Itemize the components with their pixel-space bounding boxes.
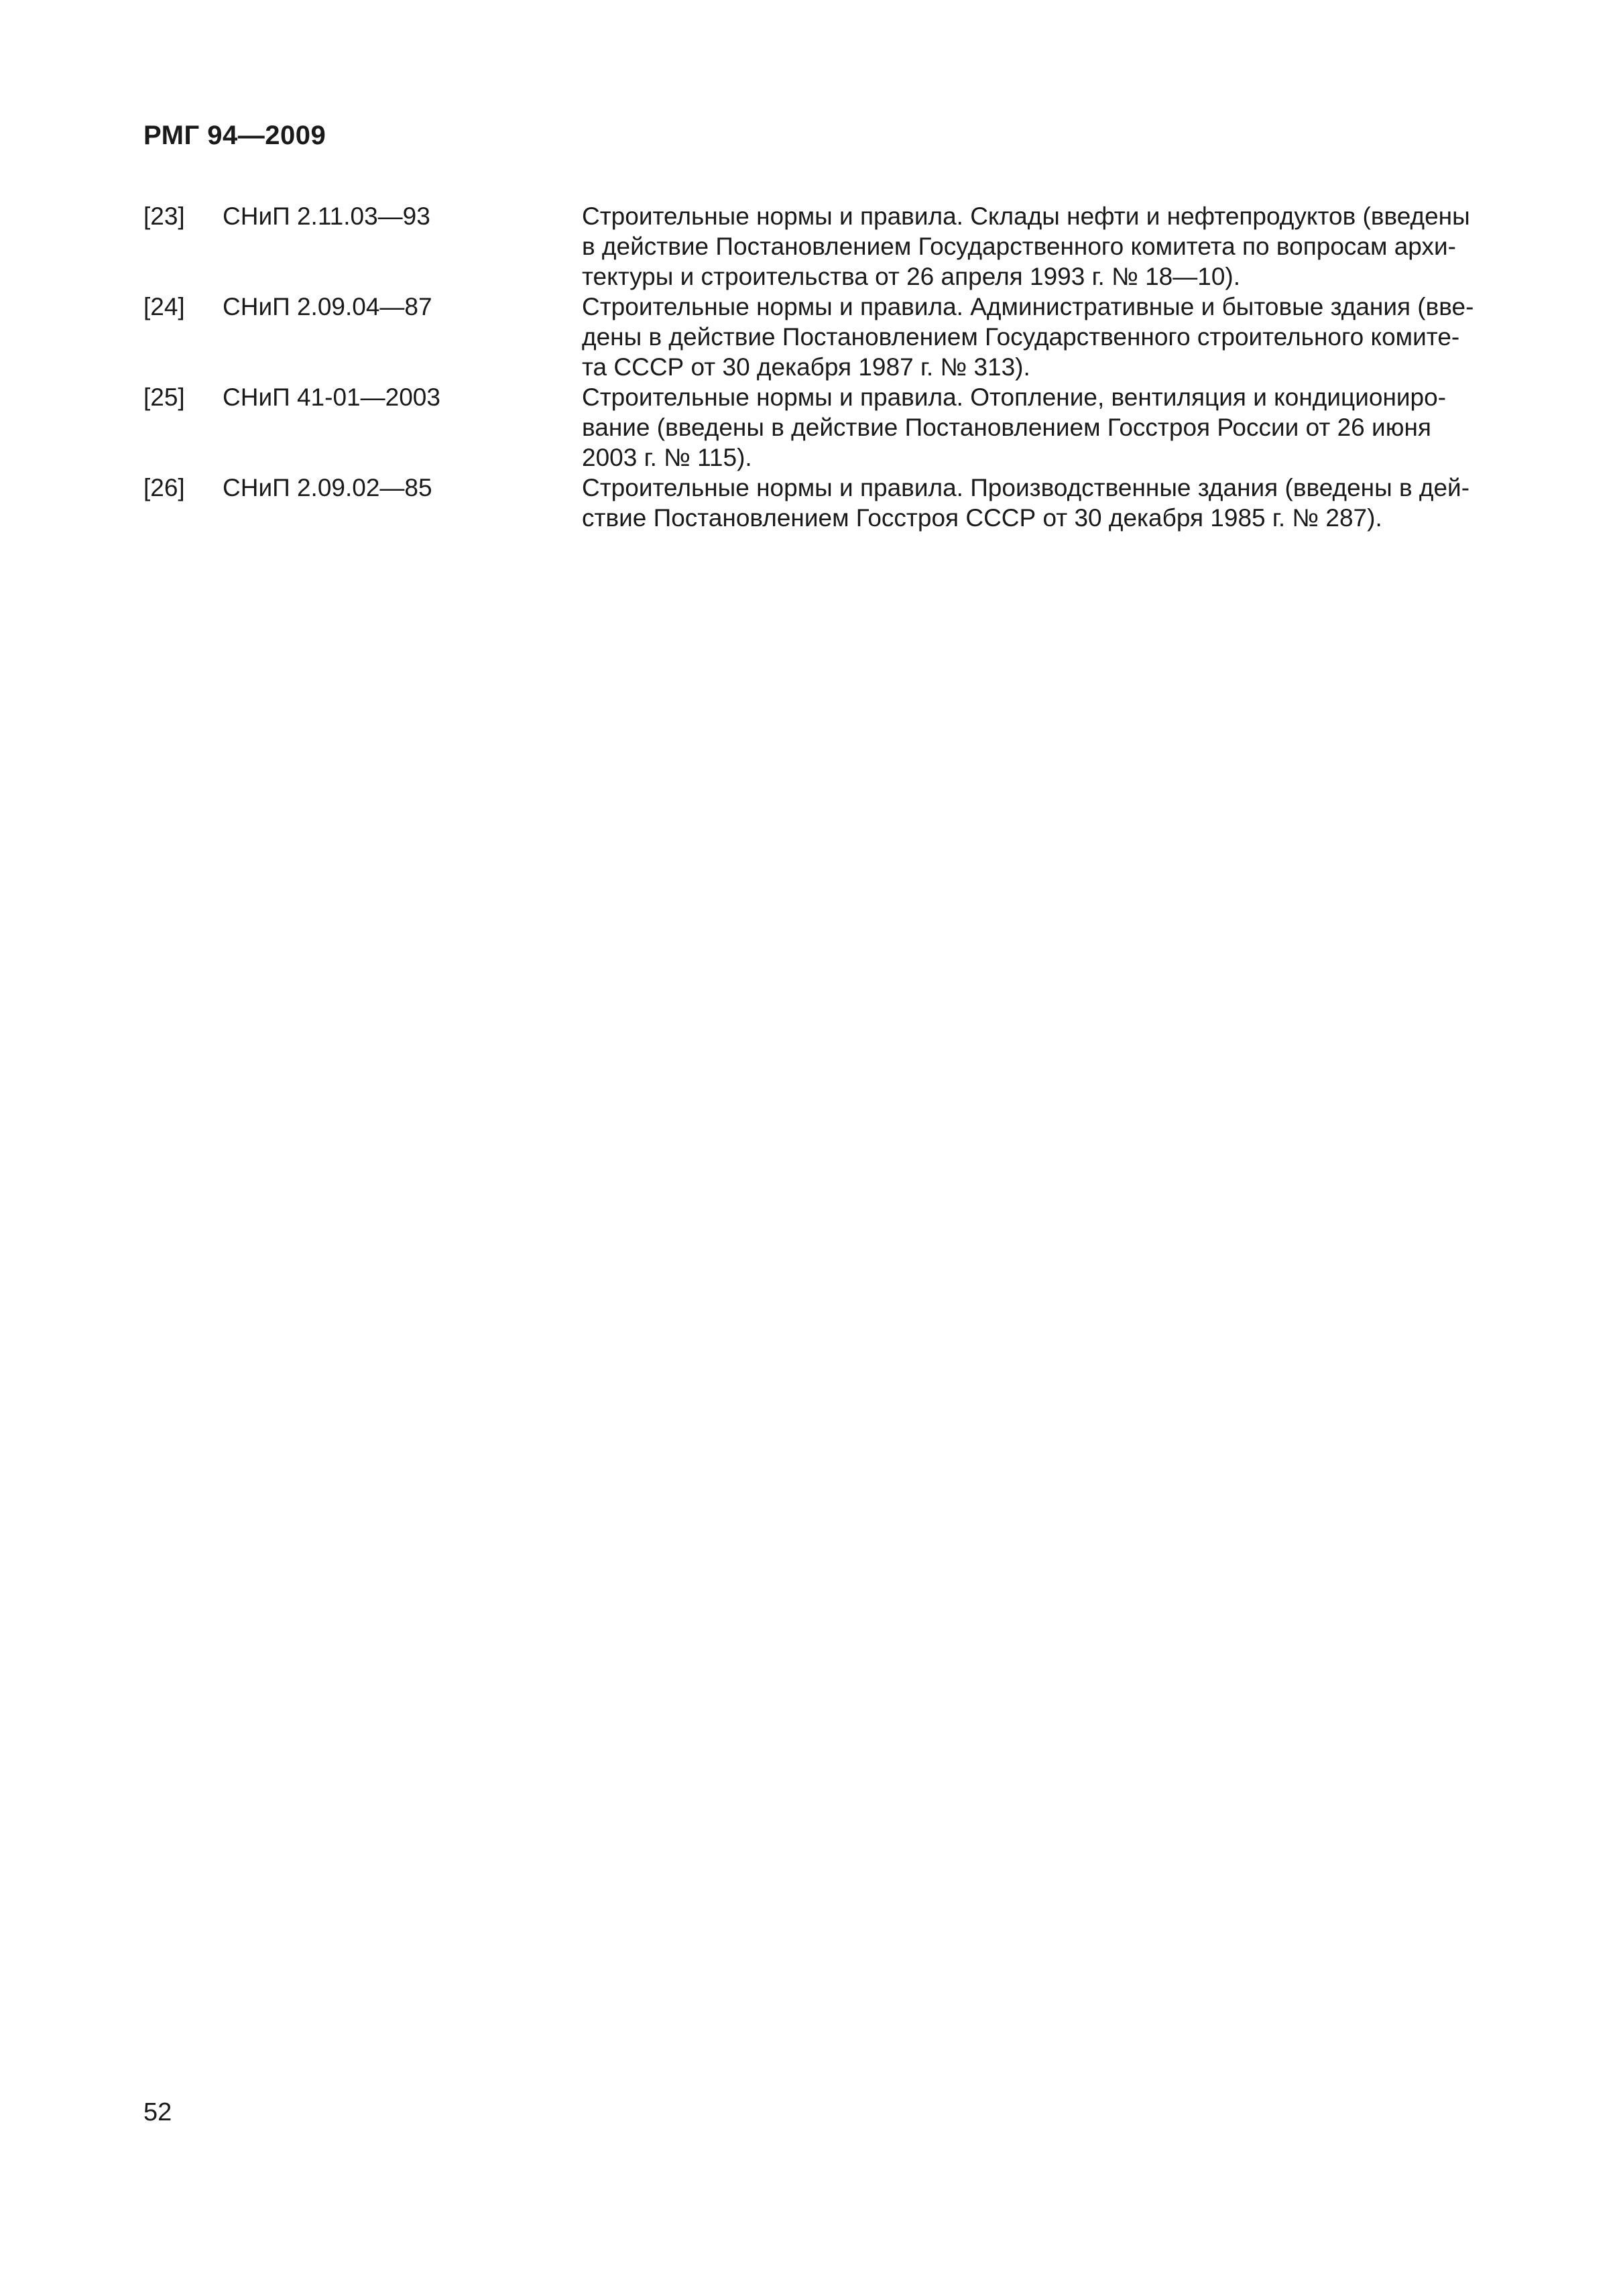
reference-number: [25]: [143, 383, 185, 411]
reference-row: [143, 201, 1498, 292]
reference-line: та СССР от 30 декабря 1987 г. № 313).: [582, 353, 1030, 381]
reference-code: СНиП 41-01—2003: [223, 383, 440, 411]
reference-line: вание (введены в действие Постановлением Госстроя России от 26 июня: [582, 414, 1431, 441]
reference-row: [143, 292, 1498, 382]
reference-description: [582, 473, 1498, 533]
reference-code: СНиП 2.09.04—87: [223, 293, 432, 320]
reference-row: [143, 382, 1498, 473]
reference-number: [26]: [143, 474, 185, 501]
reference-line: в действие Постановлением Государственного комитета по вопросам архи-: [582, 233, 1456, 260]
reference-code: СНиП 2.11.03—93: [223, 202, 430, 230]
references-list: [143, 201, 1498, 533]
reference-description: [582, 292, 1498, 382]
reference-line: Строительные нормы и правила. Производственные здания (введены в дей-: [582, 474, 1470, 501]
reference-number: [23]: [143, 202, 185, 230]
page-header: РМГ 94—2009: [143, 121, 326, 150]
reference-line: 2003 г. № 115).: [582, 444, 752, 471]
reference-code: СНиП 2.09.02—85: [223, 474, 432, 501]
reference-row: [143, 473, 1498, 533]
reference-line: Строительные нормы и правила. Административные и бытовые здания (вве-: [582, 293, 1474, 320]
page-number: 52: [143, 2098, 172, 2126]
reference-number: [24]: [143, 293, 185, 320]
reference-description: [582, 201, 1498, 292]
reference-line: Строительные нормы и правила. Склады нефти и нефтепродуктов (введены: [582, 202, 1470, 230]
reference-line: тектуры и строительства от 26 апреля 1993 г. № 18—10).: [582, 263, 1240, 290]
reference-description: [582, 382, 1498, 473]
reference-line: дены в действие Постановлением Государственного строительного комите-: [582, 323, 1460, 351]
reference-line: Строительные нормы и правила. Отопление, вентиляция и кондициониро-: [582, 383, 1447, 411]
reference-line: ствие Постановлением Госстроя СССР от 30 декабря 1985 г. № 287).: [582, 504, 1382, 532]
